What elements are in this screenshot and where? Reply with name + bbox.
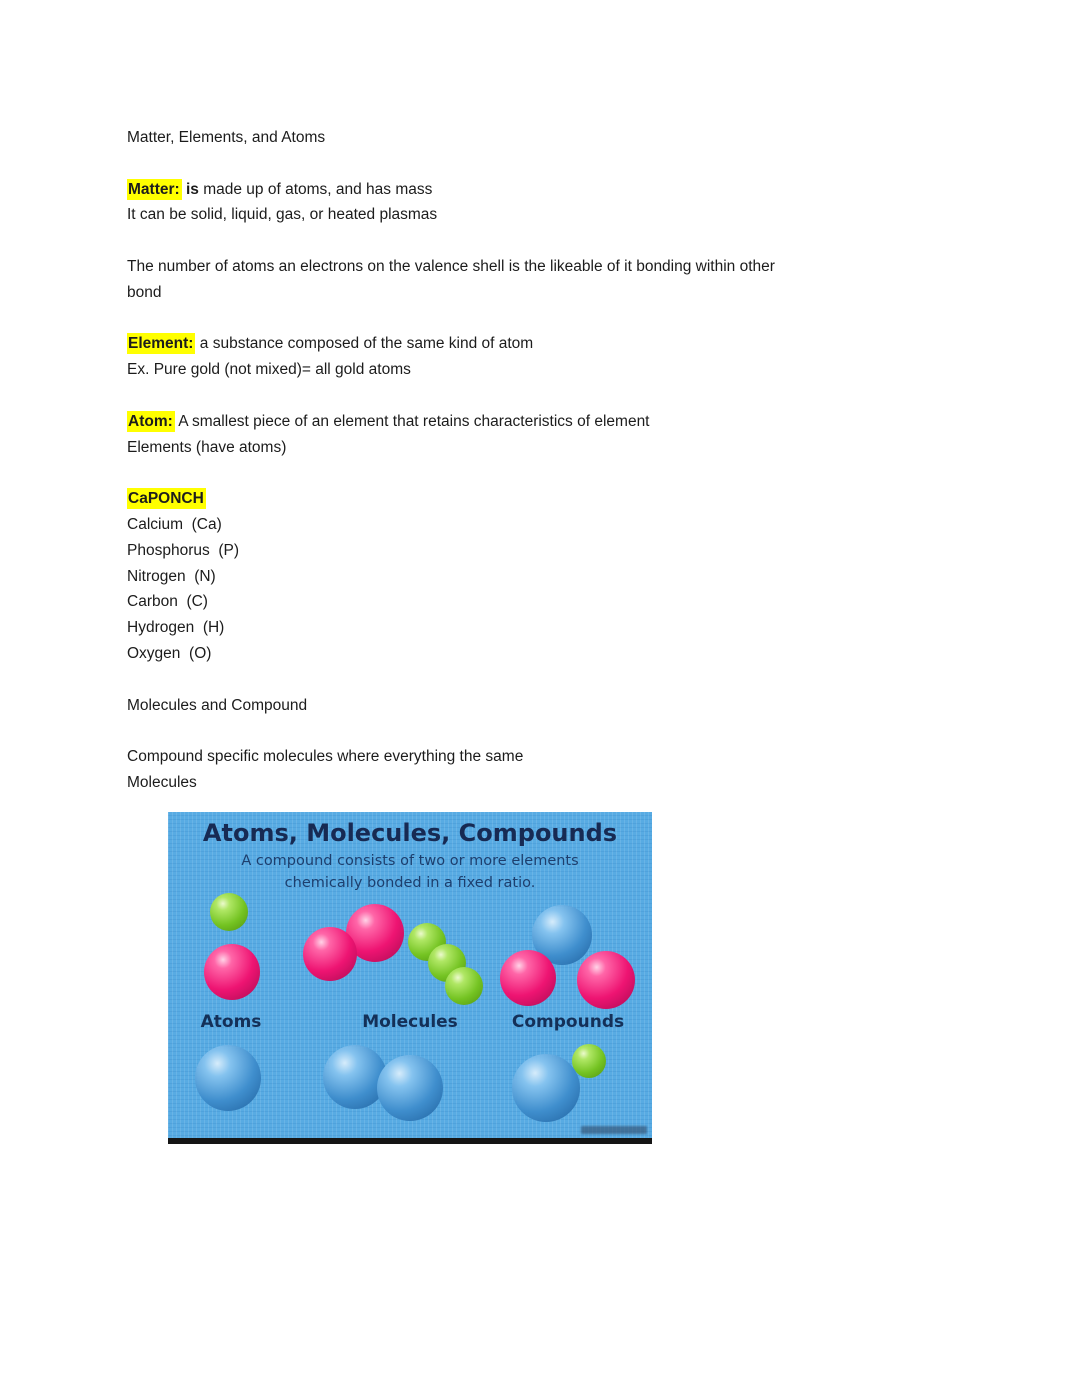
compound-paragraph: [127, 744, 953, 796]
element-definition: [127, 331, 953, 383]
atom-definition-text: A smallest piece of an element that retains characteristics of element: [174, 412, 650, 430]
figure-label-compounds: Compounds: [511, 1012, 625, 1032]
atom-term-highlighted: Atom:: [128, 412, 173, 430]
matter-definition-text: made up of atoms, and has mass: [198, 180, 433, 198]
caponch-term-highlighted: CaPONCH: [128, 490, 204, 508]
atom-definition: [127, 409, 953, 461]
valence-paragraph: [127, 254, 953, 306]
compound-line1: Compound specific molecules where everything the same: [127, 748, 524, 766]
compound-line2: Molecules: [127, 773, 197, 791]
blue-sphere-compounds-bottom: [512, 1054, 580, 1122]
figure-label-atoms: Atoms: [200, 1012, 262, 1032]
atoms-molecules-compounds-figure: [168, 812, 652, 1144]
element-example-text: Ex. Pure gold (not mixed)= all gold atoms: [127, 361, 411, 379]
caponch-item-hydrogen: Hydrogen (H): [127, 619, 225, 637]
figure-title: Atoms, Molecules, Compounds: [202, 819, 618, 847]
valence-line2: bond: [127, 283, 162, 301]
element-term-highlighted: Element:: [128, 335, 194, 353]
green-sphere-atoms: [210, 893, 248, 931]
matter-bold-word: is: [181, 180, 199, 198]
figure-canvas: [168, 812, 652, 1144]
green-sphere-compounds-bottom: [572, 1044, 606, 1078]
watermark: [581, 1126, 647, 1134]
page-title: [127, 125, 953, 151]
matter-states-text: It can be solid, liquid, gas, or heated plasmas: [127, 206, 438, 224]
caponch-list: [127, 486, 953, 667]
caponch-item-phosphorus: Phosphorus (P): [127, 541, 239, 559]
caponch-item-oxygen: Oxygen (O): [127, 644, 212, 662]
pink-sphere-compounds: [500, 950, 556, 1006]
matter-definition: [127, 177, 953, 229]
caponch-item-carbon: Carbon (C): [127, 593, 208, 611]
caponch-item-nitrogen: Nitrogen (N): [127, 567, 216, 585]
element-definition-text: a substance composed of the same kind of atom: [195, 335, 534, 353]
pink-sphere-compounds: [577, 951, 635, 1009]
title-text: Matter, Elements, and Atoms: [127, 129, 326, 146]
document-body: [127, 125, 953, 822]
valence-line1: The number of atoms an electrons on the valence shell is the likeable of it bonding within other: [127, 257, 775, 275]
molecules-compound-heading: [127, 693, 953, 719]
molecules-compound-heading-text: Molecules and Compound: [127, 696, 308, 714]
figure-subtitle-line2: chemically bonded in a fixed ratio.: [284, 875, 536, 891]
pink-sphere-atoms: [204, 944, 260, 1000]
blue-sphere-molecules-bottom: [377, 1055, 443, 1121]
atom-note-text: Elements (have atoms): [127, 438, 287, 456]
figure-subtitle-line1: A compound consists of two or more elements: [241, 853, 579, 869]
pink-sphere-molecules: [303, 927, 357, 981]
blue-sphere-molecules-bottom: [323, 1045, 387, 1109]
caponch-item-calcium: Calcium (Ca): [127, 515, 222, 533]
green-sphere-molecules: [445, 967, 483, 1005]
blue-sphere-atoms-bottom: [195, 1045, 261, 1111]
figure-bottom-border: [168, 1138, 652, 1144]
figure-label-molecules: Molecules: [362, 1012, 458, 1032]
matter-term-highlighted: Matter:: [128, 180, 180, 198]
